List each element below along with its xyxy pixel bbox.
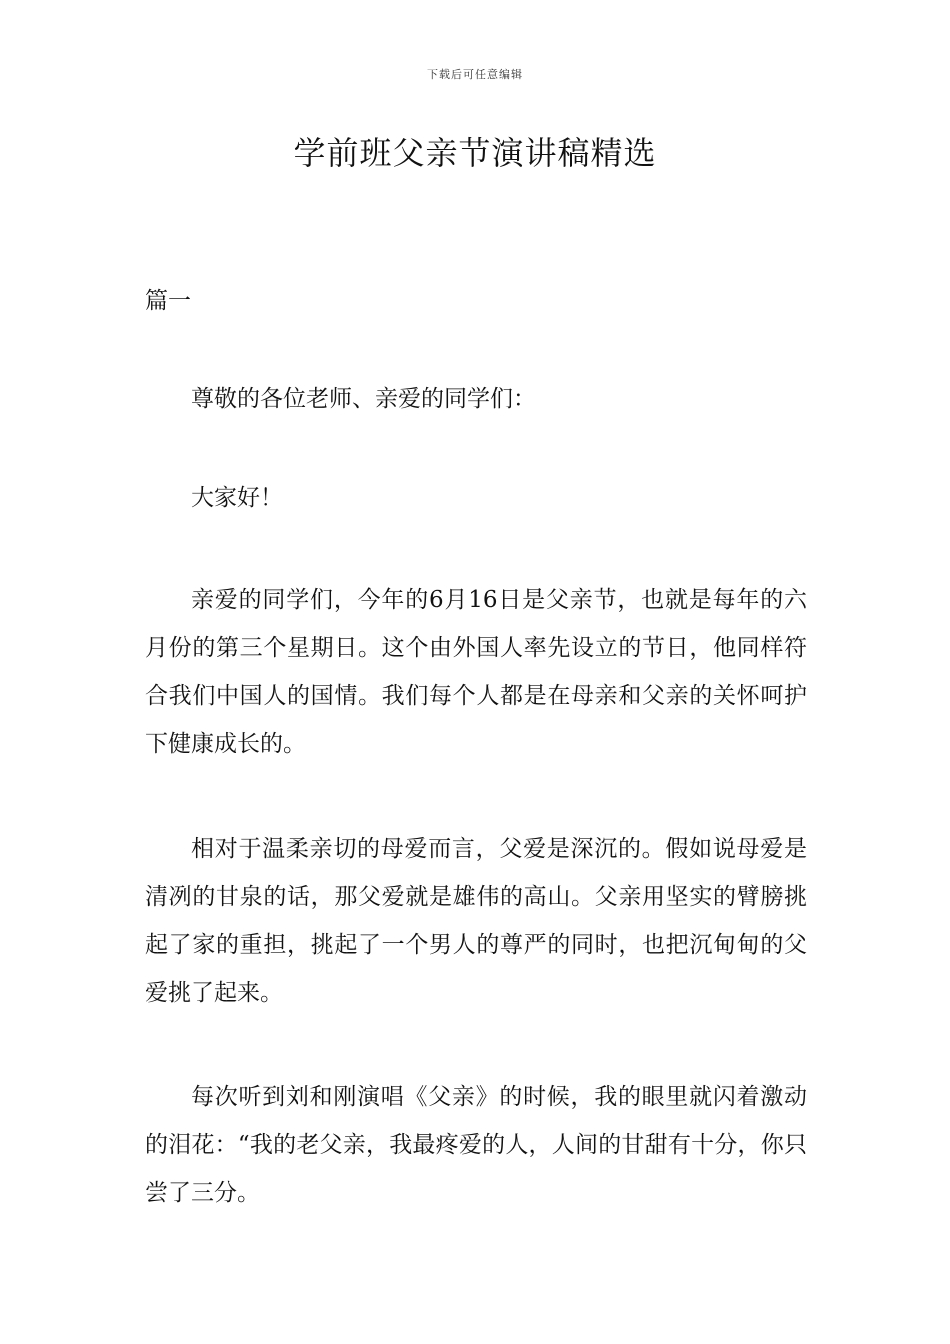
header-note: 下载后可任意编辑 [427, 68, 523, 81]
document-title: 学前班父亲节演讲稿精选 [293, 134, 657, 172]
greeting-paragraph: 尊敬的各位老师、亲爱的同学们： [191, 386, 536, 412]
section-label: 篇一 [145, 288, 191, 314]
body-paragraph-3: 每次听到刘和刚演唱《父亲》的时候，我的眼里就闪着激动的泪花：“我的老父亲，我最疼爱的人，人间的甘甜有十分，你只尝了三分。 [145, 1084, 807, 1206]
body-paragraph-2: 相对于温柔亲切的母爱而言，父爱是深沉的。假如说母爱是清冽的甘泉的话，那父爱就是雄伟的高山。父亲用坚实的臂膀挑起了家的重担，挑起了一个男人的尊严的同时，也把沉甸甸的父爱挑了起来。 [145, 836, 807, 1006]
hello-paragraph: 大家好！ [191, 485, 283, 511]
body-paragraph-1: 亲爱的同学们，今年的6月16日是父亲节，也就是每年的六月份的第三个星期日。这个由外国人率先设立的节日，他同样符合我们中国人的国情。我们每个人都是在母亲和父亲的关怀呵护下健康成长的。 [145, 587, 807, 757]
